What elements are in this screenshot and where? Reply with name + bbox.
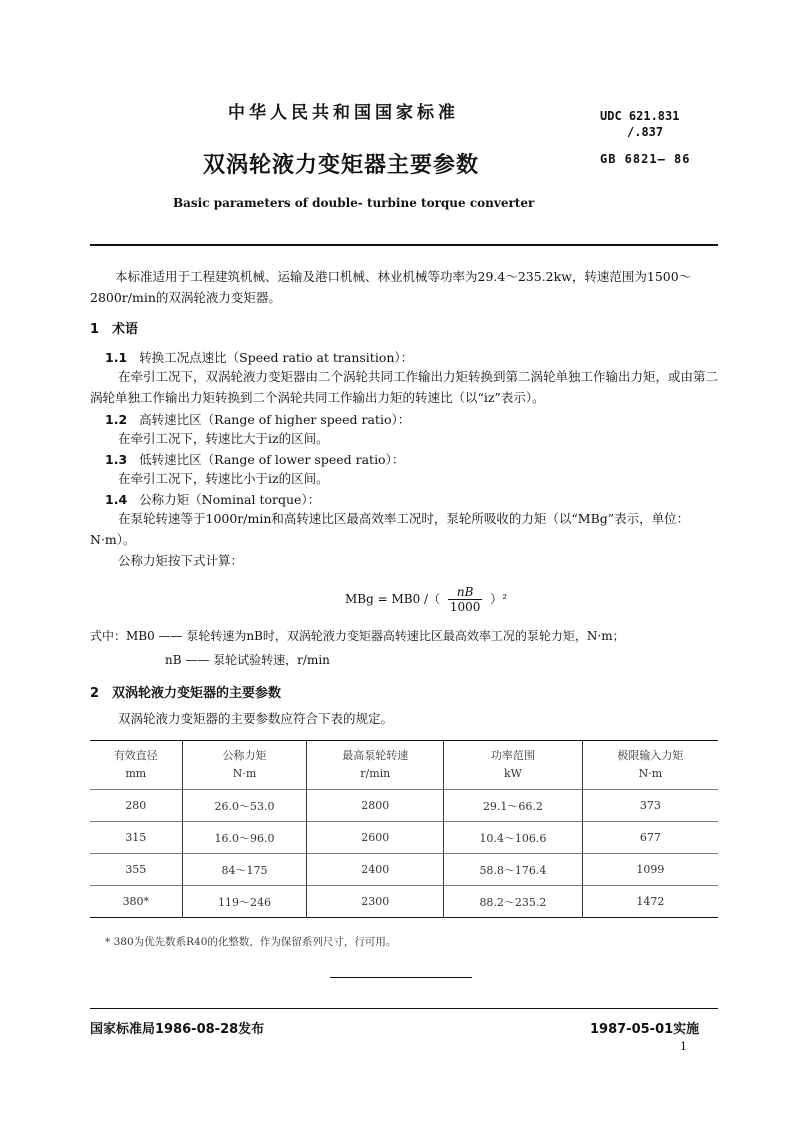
table-cell: 280: [90, 790, 182, 822]
formula-intro: 公称力矩按下式计算：: [118, 553, 244, 568]
document-title-en: Basic parameters of double- turbine torque converter: [173, 196, 535, 210]
header-diameter-label: 有效直径: [113, 749, 158, 762]
table-cell: 315: [90, 822, 182, 854]
table-cell: 29.1～66.2: [444, 790, 583, 822]
formula-numerator: nB: [448, 585, 483, 600]
table-header-row: [90, 741, 718, 790]
term-1-3-title: 低转速比区（Range of lower speed ratio）：: [139, 452, 405, 467]
term-1-2-body: 在牵引工况下，转速比大于iz的区间。: [118, 431, 329, 446]
term-1-1-number: 1.1: [105, 350, 128, 365]
term-1-2-number: 1.2: [105, 412, 128, 427]
section-2-heading: 2 双涡轮液力变矩器的主要参数: [90, 686, 282, 701]
gb-number: GB 6821— 86: [600, 152, 691, 166]
header-limit-torque-unit: N·m: [638, 767, 663, 780]
header-nominal-torque: [182, 741, 307, 790]
page-number: 1: [680, 1040, 687, 1053]
table-cell: 2400: [307, 854, 444, 886]
table-cell: 84～175: [182, 854, 307, 886]
standard-name: 中华人民共和国国家标准: [228, 103, 459, 123]
term-1-1-title: 转换工况点速比（Speed ratio at transition）：: [139, 350, 414, 365]
header-limit-torque: [582, 741, 718, 790]
header-power-range-label: 功率范围: [490, 749, 535, 762]
table-cell: 26.0～53.0: [182, 790, 307, 822]
term-1-4-number: 1.4: [105, 492, 128, 507]
term-1-4-body: 在泵轮转速等于1000r/min和高转速比区最高效率工况时，泵轮所吸收的力矩（以“MBg”表示，单位：N·m）。: [90, 511, 690, 547]
header-max-speed-unit: r/min: [360, 767, 391, 780]
header-rule: [90, 244, 718, 246]
table-cell: 380*: [90, 886, 182, 918]
term-1-4-title: 公称力矩（Nominal torque）：: [139, 492, 321, 507]
intro-paragraph: 本标准适用于工程建筑机械、运输及港口机械、林业机械等功率为29.4～235.2kw，转速范围为1500～2800r/min的双涡轮液力变矩器。: [90, 269, 692, 305]
udc-line-2: /.837: [627, 125, 664, 139]
term-1-1-body: 在牵引工况下，双涡轮液力变矩器由二个涡轮共同工作输出力矩转换到第二涡轮单独工作输出力矩，或由第二涡轮单独工作输出力矩转换到二个涡轮共同工作输出力矩的转速比（以“iz”表示）。: [90, 369, 719, 405]
table-cell: 10.4～106.6: [444, 822, 583, 854]
table-cell: 2800: [307, 790, 444, 822]
table-cell: 1472: [582, 886, 718, 918]
term-1-2-title: 高转速比区（Range of higher speed ratio）：: [139, 412, 411, 427]
formula-rhs: ）²: [490, 592, 508, 606]
issue-date: 国家标准局1986-08-28发布: [90, 1022, 265, 1037]
term-1-2-heading: [105, 410, 410, 428]
term-1-3-heading: [105, 450, 404, 468]
table-cell: 88.2～235.2: [444, 886, 583, 918]
term-1-4-heading: [105, 490, 320, 508]
table-cell: 677: [582, 822, 718, 854]
term-1-1-heading: [105, 348, 413, 366]
header-nominal-torque-label: 公称力矩: [222, 749, 267, 762]
table-row: [90, 822, 718, 854]
table-row: [90, 854, 718, 886]
table-row: [90, 886, 718, 918]
term-1-3-number: 1.3: [105, 452, 128, 467]
table-cell: 355: [90, 854, 182, 886]
header-max-speed-label: 最高泵轮转速: [342, 749, 409, 762]
table-cell: 2300: [307, 886, 444, 918]
section-1-heading: 1 术语: [90, 322, 139, 337]
table-footnote: * 380为优先数系R40的化整数，作为保留系列尺寸，行可用。: [105, 936, 397, 948]
section-2-intro: 双涡轮液力变矩器的主要参数应符合下表的规定。: [118, 711, 394, 726]
formula-fraction: [448, 585, 483, 614]
header-power-range: [444, 741, 583, 790]
header-limit-torque-label: 极限输入力矩: [617, 749, 684, 762]
table-cell: 16.0～96.0: [182, 822, 307, 854]
table-cell: 58.8～176.4: [444, 854, 583, 886]
document-title-cn: 双涡轮液力变矩器主要参数: [203, 153, 480, 178]
table-cell: 1099: [582, 854, 718, 886]
formula-where-2: nB —— 泵轮试验转速，r/min: [165, 653, 330, 667]
header-diameter-unit: mm: [125, 767, 147, 780]
table-cell: 119～246: [182, 886, 307, 918]
header-diameter: [90, 741, 182, 790]
header-power-range-unit: kW: [503, 767, 522, 780]
formula-where-1: 式中：MB0 —— 泵轮转速为nB时，双涡轮液力变矩器高转速比区最高效率工况的泵轮力矩，N·m；: [90, 629, 625, 643]
table-row: [90, 790, 718, 822]
nominal-torque-formula: [345, 585, 507, 614]
header-max-speed: [307, 741, 444, 790]
table-cell: 373: [582, 790, 718, 822]
header-nominal-torque-unit: N·m: [232, 767, 257, 780]
term-1-3-body: 在牵引工况下，转速比小于iz的区间。: [118, 471, 329, 486]
end-rule: [330, 977, 472, 978]
formula-lhs: MBg = MB0 /（: [345, 592, 441, 606]
parameters-table: [90, 740, 718, 918]
footer-rule: [90, 1008, 718, 1009]
table-cell: 2600: [307, 822, 444, 854]
effective-date: 1987-05-01实施: [590, 1022, 700, 1037]
udc-code: [600, 108, 679, 140]
udc-line-1: UDC 621.831: [600, 109, 680, 123]
formula-denominator: 1000: [449, 600, 481, 614]
